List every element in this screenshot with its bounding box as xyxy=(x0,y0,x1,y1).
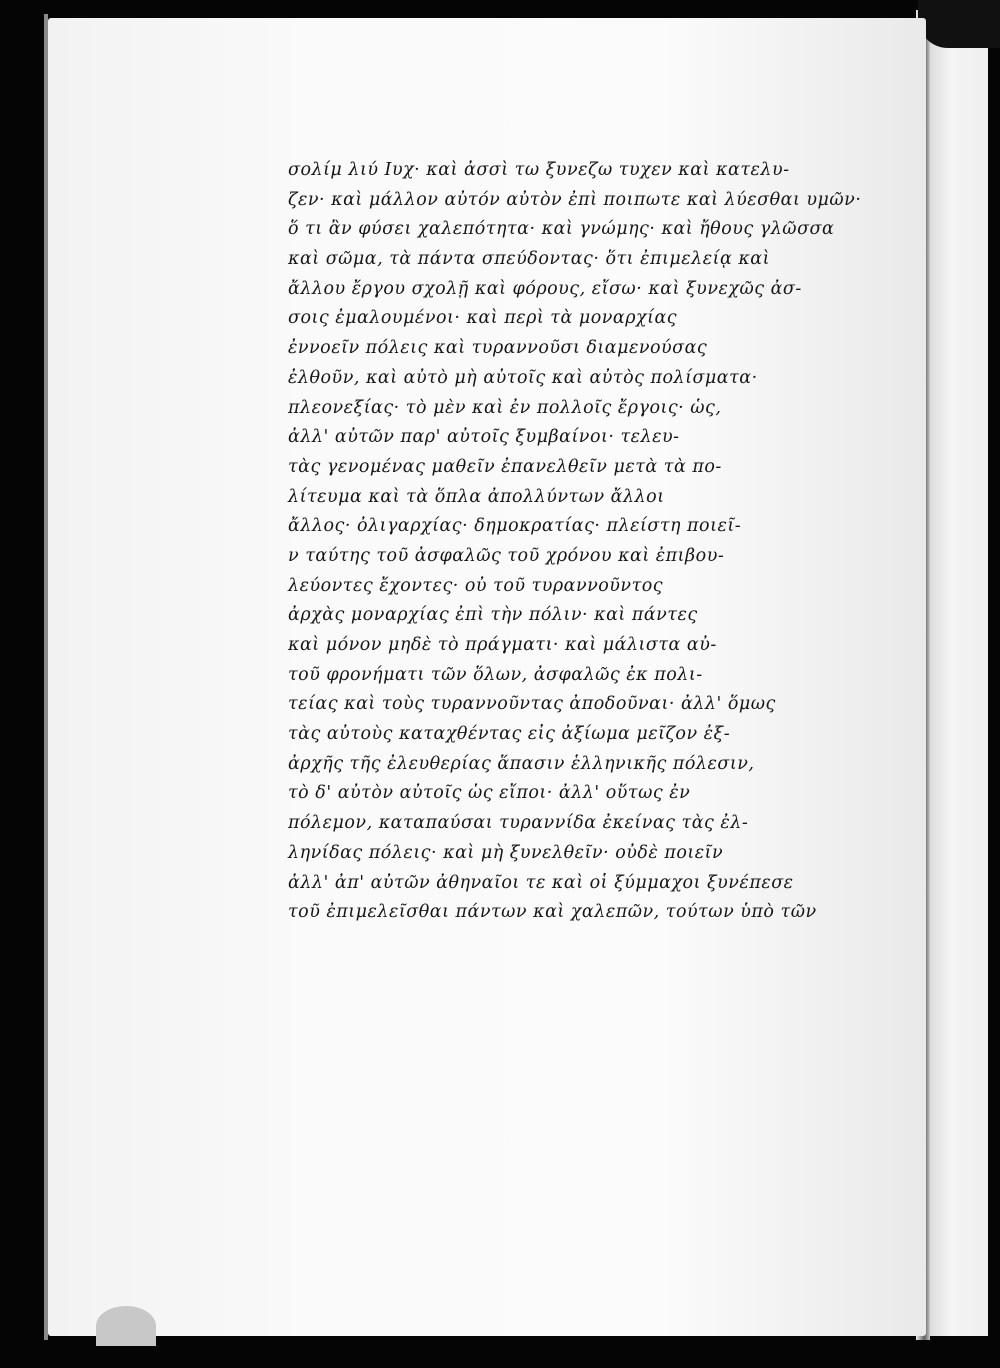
page-corner-blot xyxy=(96,1306,156,1346)
manuscript-line: καὶ μόνον μηδὲ τὸ πράγματι· καὶ μάλιστα αὐ- xyxy=(288,635,717,655)
manuscript-line: σοις ἐμαλουμένοι· καὶ περὶ τὰ μοναρχίας xyxy=(288,308,678,329)
manuscript-line: πλεονεξίας· τὸ μὲν καὶ ἐν πολλοῖς ἔργοις· ὡς, xyxy=(288,397,722,418)
manuscript-line: πόλεμον, καταπαύσαι τυραννίδα ἐκείνας τὰς ἐλ- xyxy=(288,813,749,834)
manuscript-line: λεύοντες ἔχοντες· οὐ τοῦ τυραννοῦντος xyxy=(288,575,664,596)
manuscript-line: τείας καὶ τοὺς τυραννοῦντας ἀποδοῦναι· ἀλλ' ὅμως xyxy=(288,694,776,715)
manuscript-line: ζεν· καὶ μάλλον αὐτόν αὐτὸν ἐπὶ ποιπωτε καὶ λύεσθαι υμῶν· xyxy=(288,189,862,210)
manuscript-text xyxy=(288,156,868,928)
manuscript-line: ἐλθοῦν, καὶ αὐτὸ μὴ αὐτοῖς καὶ αὐτὸς πολίσματα· xyxy=(288,367,758,388)
manuscript-line: καὶ σῶμα, τὰ πάντα σπεύδοντας· ὅτι ἐπιμελείᾳ καὶ xyxy=(288,249,770,270)
manuscript-line: ἄλλου ἔργου σχολῇ καὶ φόρους, εἴσω· καὶ ξυνεχῶς ἀσ- xyxy=(288,278,802,299)
manuscript-line: ἄλλος· ὀλιγαρχίας· δημοκρατίας· πλείστη ποιεῖ- xyxy=(288,516,742,537)
manuscript-line: ἀλλ' αὐτῶν παρ' αὐτοῖς ξυμβαίνοι· τελευ- xyxy=(288,427,680,448)
manuscript-line: τοῦ φρονήματι τῶν ὅλων, ἀσφαλῶς ἐκ πολι- xyxy=(288,664,703,685)
manuscript-line: λίτευμα καὶ τὰ ὅπλα ἀπολλύντων ἄλλοι xyxy=(288,486,665,507)
manuscript-line: τὸ δ' αὐτὸν αὐτοῖς ὡς εἴποι· ἀλλ' οὕτως ἐν xyxy=(288,783,691,804)
manuscript-line: ἀρχὰς μοναρχίας ἐπὶ τὴν πόλιν· καὶ πάντες xyxy=(288,605,698,626)
manuscript-line: τὰς γενομένας μαθεῖν ἐπανελθεῖν μετὰ τὰ πο- xyxy=(288,456,722,477)
manuscript-line: σολίμ λιύ Ιυχ· καὶ ἀσσὶ τω ξυνεζω τυχεν καὶ κατελυ- xyxy=(288,160,790,180)
facing-page-edge xyxy=(926,40,988,1336)
manuscript-line: ν ταύτης τοῦ ἀσφαλῶς τοῦ χρόνου καὶ ἐπιβου- xyxy=(288,545,725,566)
manuscript-line: τοῦ ἐπιμελεῖσθαι πάντων καὶ χαλεπῶν, τούτων ὑπὸ τῶν xyxy=(288,902,817,923)
manuscript-line: ἀλλ' ἀπ' αὐτῶν ἀθηναῖοι τε καὶ οἱ ξύμμαχοι ξυνέπεσε xyxy=(288,872,794,893)
manuscript-line: ληνίδας πόλεις· καὶ μὴ ξυνελθεῖν· οὐδὲ ποιεῖν xyxy=(288,842,724,863)
manuscript-line: ἀρχῆς τῆς ἐλευθερίας ἅπασιν ἑλληνικῆς πόλεσιν, xyxy=(288,753,755,774)
manuscript-line: τὰς αὐτοὺς καταχθέντας εἰς ἀξίωμα μεῖζον ἐξ- xyxy=(288,724,731,745)
manuscript-line: ἐννοεῖν πόλεις καὶ τυραννοῦσι διαμενούσας xyxy=(288,338,708,359)
corner-clip xyxy=(918,0,1000,48)
manuscript-line: ὅ τι ἂν φύσει χαλεπότητα· καὶ γνώμης· καὶ ἤθους γλῶσσα xyxy=(288,219,835,240)
